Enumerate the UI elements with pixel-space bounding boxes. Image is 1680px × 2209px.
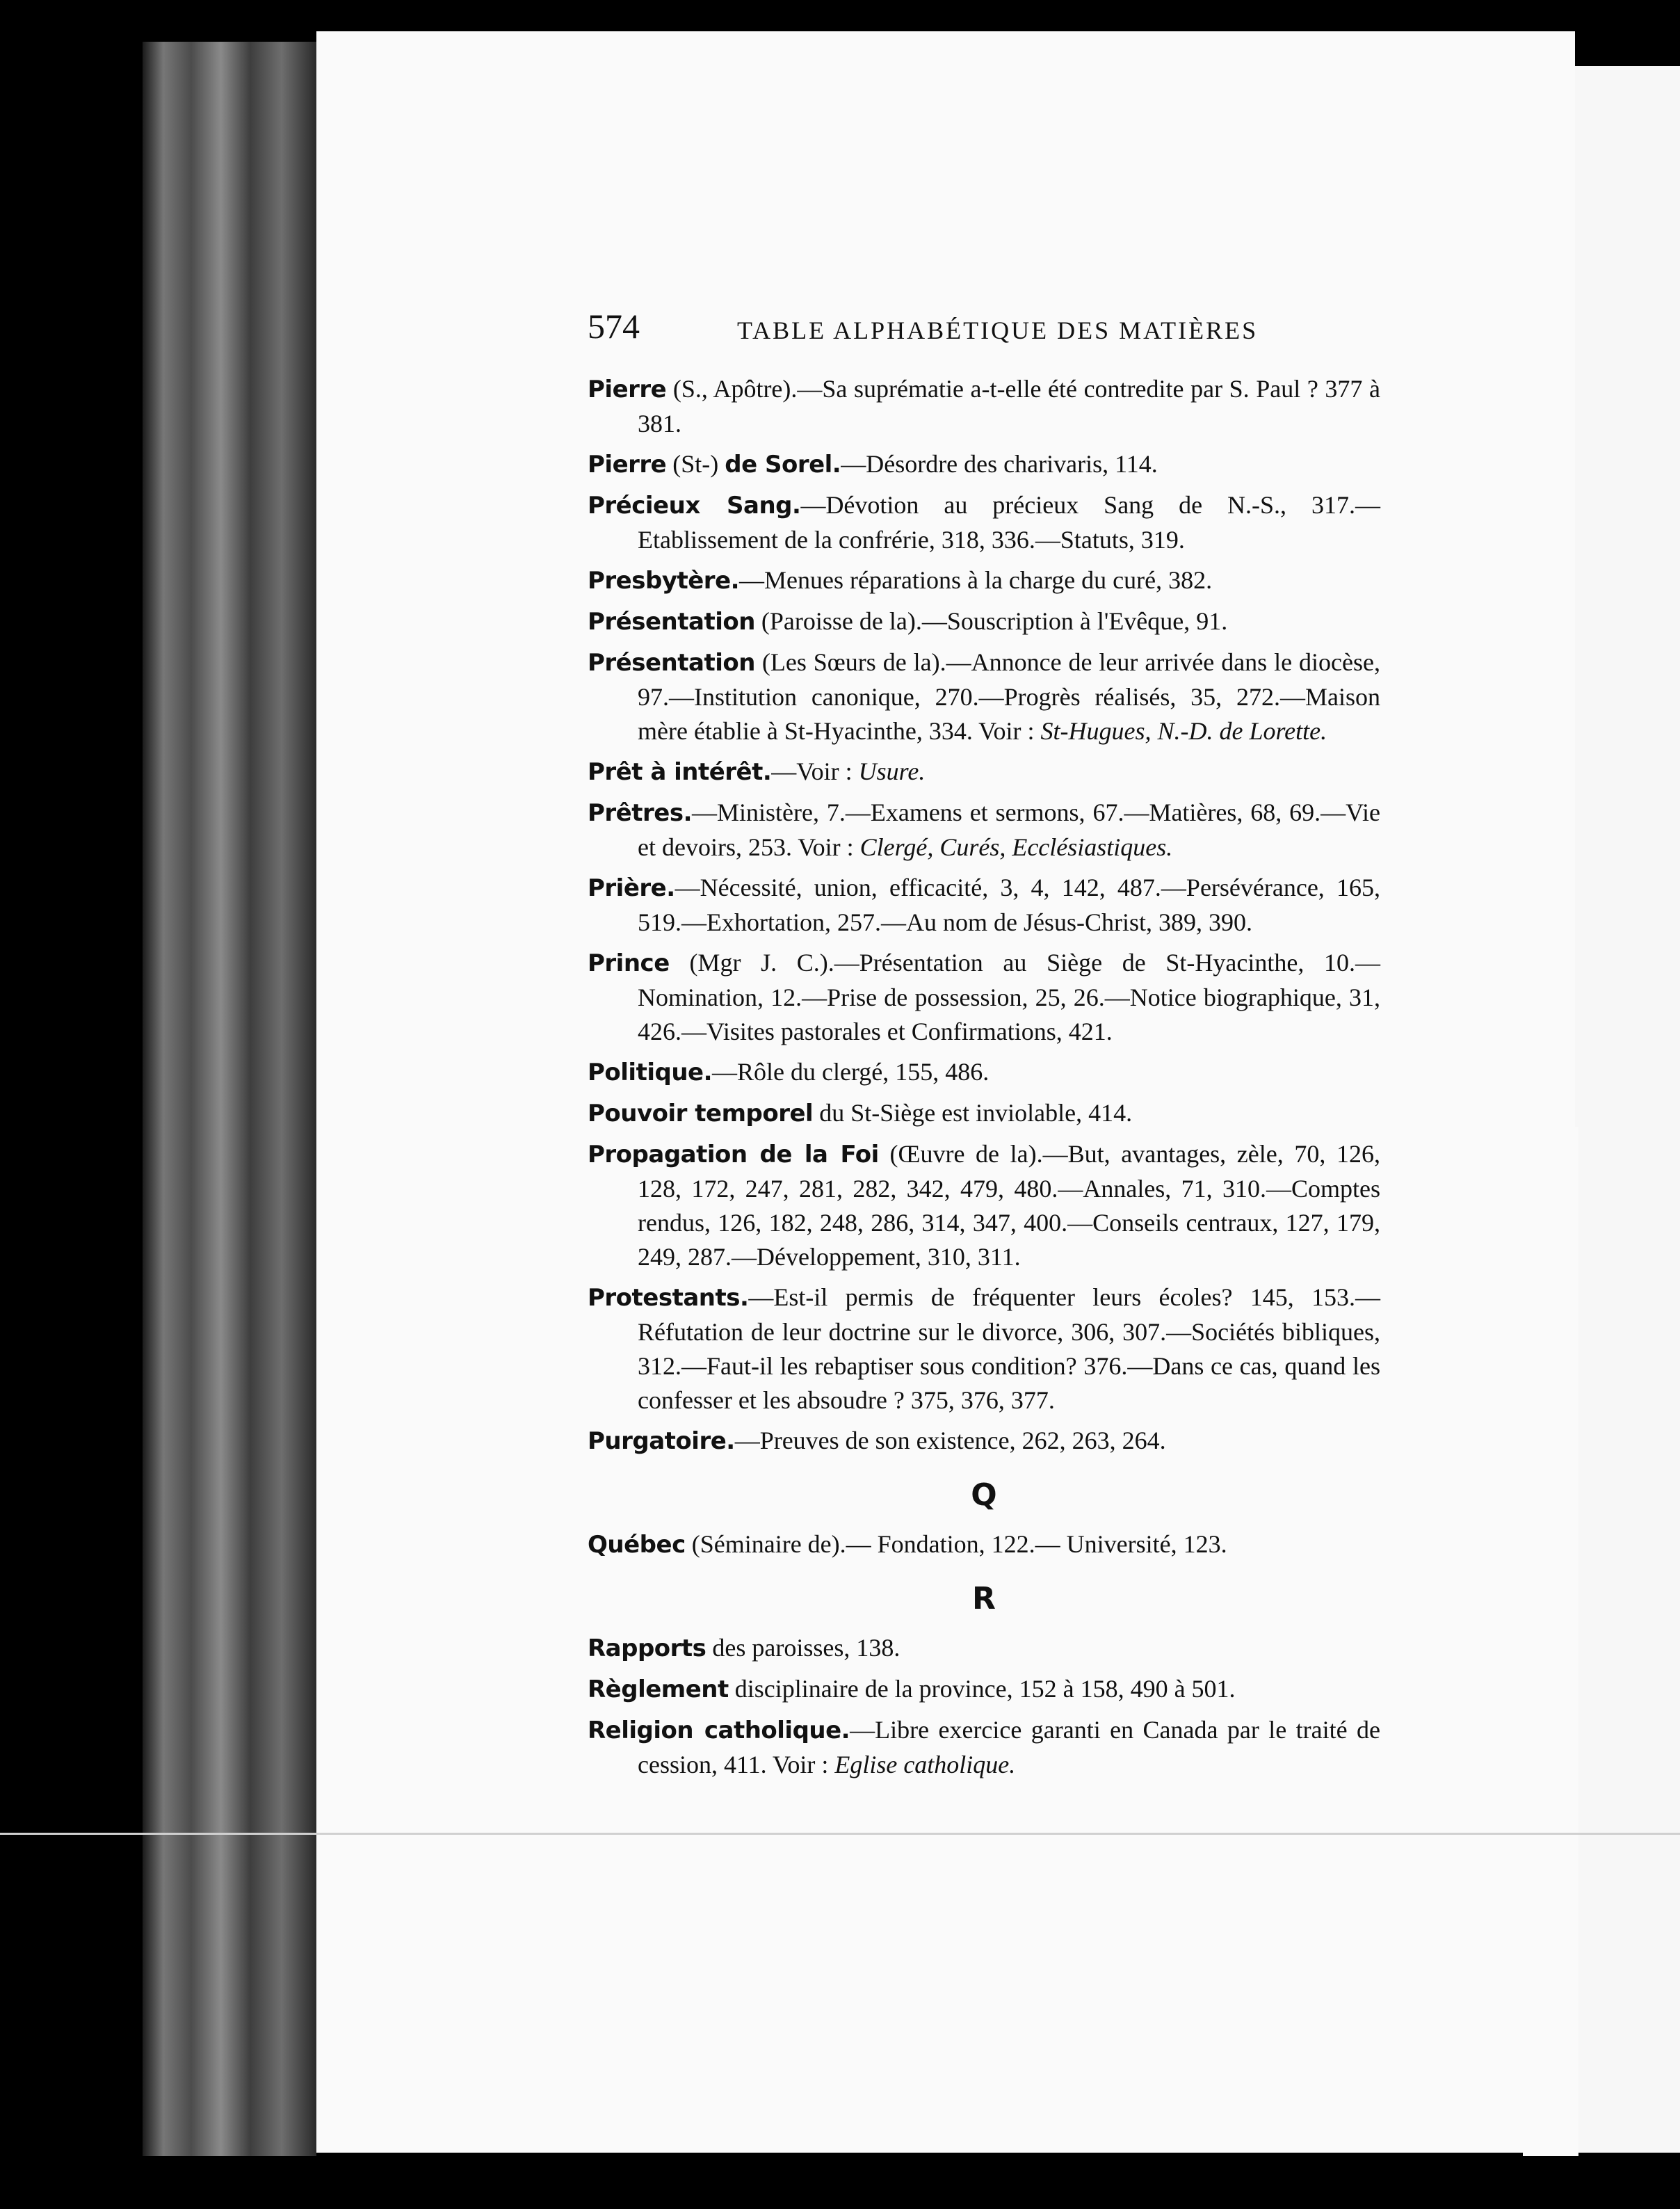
index-entry	[588, 1055, 1380, 1090]
index-entry	[588, 1424, 1380, 1459]
entry-text: (Séminaire de).— Fondation, 122.— Université, 123.	[685, 1530, 1227, 1558]
page-edge-notch	[1523, 1127, 1578, 2156]
page-number: 574	[588, 307, 640, 346]
entry-heading: Propagation de la Foi	[588, 1141, 879, 1168]
entry-crossref: Eglise catholique.	[834, 1751, 1016, 1778]
entry-text: —Dévotion au précieux Sang de N.-S., 317.—Etablissement de la confrérie, 318, 336.—Statuts, 319.	[638, 491, 1381, 554]
entry-text: —Désordre des charivaris, 114.	[841, 450, 1158, 478]
entries-group-p	[588, 372, 1380, 1459]
entry-text: —Libre exercice garanti en Canada par le traité de cession, 411. Voir :	[638, 1716, 1381, 1778]
entry-text: —Rôle du clergé, 155, 486.	[712, 1058, 990, 1086]
index-entry	[588, 1137, 1380, 1274]
index-entry	[588, 604, 1380, 639]
scan-line-artifact	[0, 1833, 1680, 1835]
adjacent-page-edge	[1568, 66, 1680, 2153]
entry-heading: Prière.	[588, 874, 675, 902]
entry-heading: Protestants.	[588, 1284, 749, 1312]
entry-text: —Menues réparations à la charge du curé, 382.	[739, 566, 1213, 594]
entry-text: disciplinaire de la province, 152 à 158, 490 à 501.	[728, 1675, 1236, 1703]
index-entry	[588, 796, 1380, 865]
entry-heading: Présentation	[588, 649, 755, 677]
entry-text: —Est-il permis de fréquenter leurs écoles? 145, 153.—Réfutation de leur doctrine sur le divorce, 306, 307.—Sociétés bibliques, 312.—Faut-il les rebaptiser sous condition? 376.—Dans ce cas, quand les confesser et les absoudre ? 375, 376, 377.	[638, 1283, 1380, 1414]
entry-heading: Pierre	[588, 451, 667, 479]
entry-text: des paroisses, 138.	[706, 1634, 900, 1662]
entry-text: du St-Siège est inviolable, 414.	[813, 1099, 1133, 1127]
entry-heading: Prêtres.	[588, 799, 692, 827]
entry-text: —Ministère, 7.—Examens et sermons, 67.—Matières, 68, 69.—Vie et devoirs, 253. Voir :	[638, 798, 1380, 861]
entry-heading: Pouvoir temporel	[588, 1100, 814, 1127]
index-entry	[588, 1096, 1380, 1131]
index-entry	[588, 946, 1380, 1049]
entry-crossref: Clergé, Curés, Ecclésiastiques.	[859, 833, 1173, 861]
index-entry	[588, 563, 1380, 598]
entry-text: (Mgr J. C.).—Présentation au Siège de St-Hyacinthe, 10.—Nomination, 12.—Prise de possession, 25, 26.—Notice biographique, 31, 426.—Visites pastorales et Confirmations, 421.	[638, 949, 1380, 1045]
entries-group-q	[588, 1527, 1380, 1562]
entries-group-r	[588, 1631, 1380, 1782]
section-letter-q: Q	[971, 1477, 997, 1513]
page-title: TABLE ALPHABÉTIQUE DES MATIÈRES	[737, 316, 1259, 344]
index-entry	[588, 1280, 1380, 1417]
index-entry	[588, 755, 1380, 789]
entry-text: —Preuves de son existence, 262, 263, 264.	[734, 1427, 1166, 1454]
index-entries	[588, 372, 1380, 1788]
entry-crossref: St-Hugues, N.-D. de Lorette.	[1040, 717, 1327, 745]
entry-heading: Purgatoire.	[588, 1427, 735, 1455]
entry-heading: Prêt à intérêt.	[588, 758, 772, 786]
entry-crossref: Usure.	[858, 757, 926, 785]
entry-heading: de Sorel.	[725, 451, 841, 479]
index-entry	[588, 1672, 1380, 1707]
index-entry	[588, 372, 1380, 441]
entry-heading: Rapports	[588, 1634, 706, 1662]
index-entry	[588, 1713, 1380, 1782]
entry-text: (St-)	[666, 450, 725, 478]
entry-heading: Religion catholique.	[588, 1717, 850, 1744]
index-entry	[588, 488, 1380, 557]
entry-heading: Pierre	[588, 376, 667, 403]
entry-text: —Voir :	[771, 757, 859, 785]
index-entry	[588, 447, 1380, 482]
entry-heading: Prince	[588, 949, 670, 977]
index-entry	[588, 1527, 1380, 1562]
entry-heading: Règlement	[588, 1676, 729, 1703]
entry-text: (Les Sœurs de la).—Annonce de leur arrivée dans le diocèse, 97.—Institution canonique, 270.—Progrès réalisés, 35, 272.—Maison mère établie à St-Hyacinthe, 334. Voir :	[638, 648, 1380, 745]
entry-text: (Paroisse de la).—Souscription à l'Evêque, 91.	[754, 607, 1228, 635]
entry-text: (Œuvre de la).—But, avantages, zèle, 70, 126, 128, 172, 247, 281, 282, 342, 479, 480.—Annales, 71, 310.—Comptes rendus, 126, 182, 248, 286, 314, 347, 400.—Conseils centraux, 127, 179, 249, 287.—Développement, 310, 311.	[638, 1140, 1380, 1271]
entry-heading: Québec	[588, 1531, 686, 1559]
entry-text: (S., Apôtre).—Sa suprématie a-t-elle été contredite par S. Paul ? 377 à 381.	[638, 375, 1380, 437]
entry-heading: Précieux Sang.	[588, 492, 801, 520]
entry-heading: Presbytère.	[588, 567, 740, 595]
section-letter-r: R	[972, 1581, 996, 1616]
entry-text: —Nécessité, union, efficacité, 3, 4, 142, 487.—Persévérance, 165, 519.—Exhortation, 257.—Au nom de Jésus-Christ, 389, 390.	[638, 874, 1380, 936]
entry-heading: Politique.	[588, 1059, 713, 1086]
book-spine	[143, 42, 316, 2156]
index-entry	[588, 1631, 1380, 1666]
running-head	[588, 306, 1519, 348]
entry-heading: Présentation	[588, 608, 755, 636]
index-entry	[588, 871, 1380, 940]
index-entry	[588, 645, 1380, 748]
